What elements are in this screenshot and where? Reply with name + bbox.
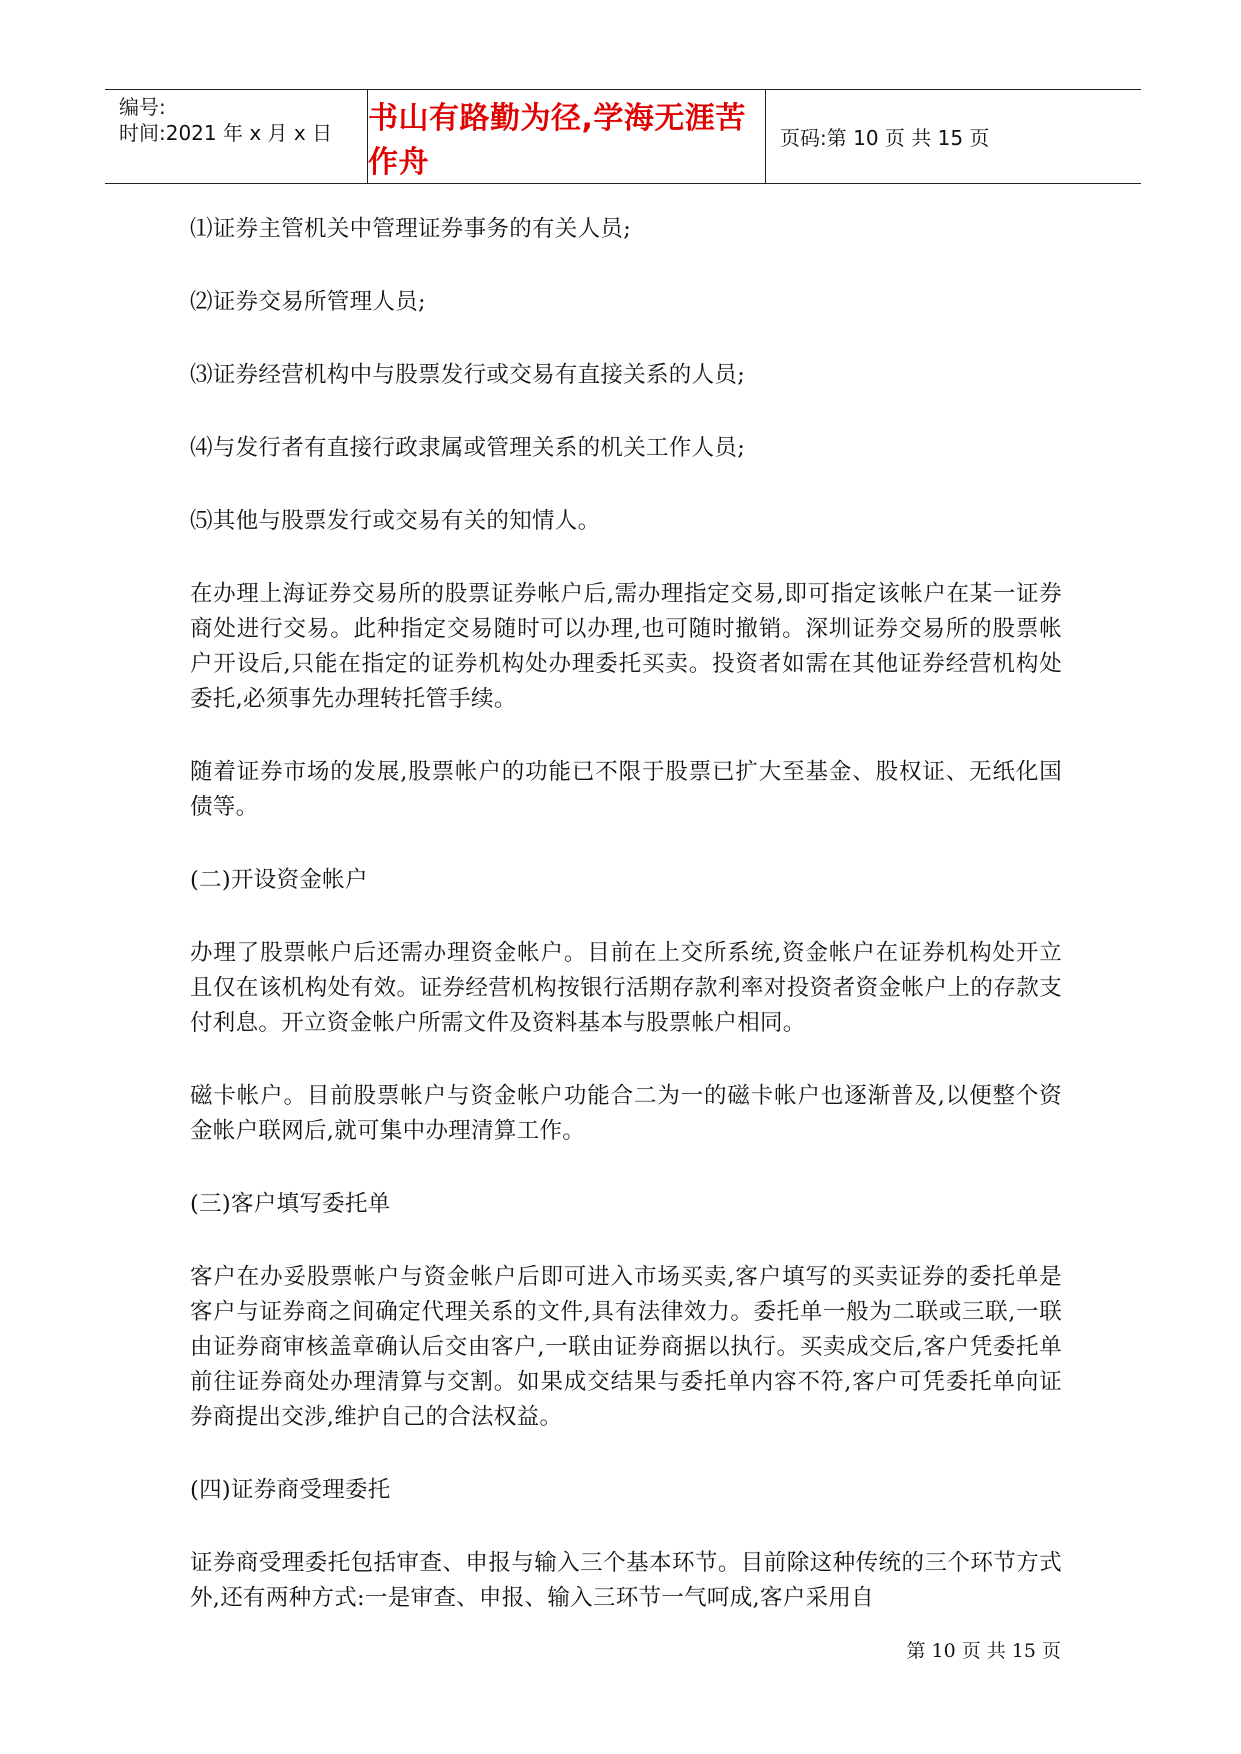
header-right-cell — [766, 90, 1141, 183]
document-body — [190, 212, 1062, 1654]
page-footer: 第 10 页 共 15 页 — [906, 1640, 1061, 1662]
header-left-cell — [105, 90, 368, 183]
paragraph-broker-accept: 证券商受理委托包括审查、申报与输入三个基本环节。目前除这种传统的三个环节方式外,还有两种方式:一是审查、申报、输入三环节一气呵成,客户采用自 — [190, 1550, 1062, 1611]
paragraph-order-form: 客户在办妥股票帐户与资金帐户后即可进入市场买卖,客户填写的买卖证券的委托单是客户与证券商之间确定代理关系的文件,具有法律效力。委托单一般为二联或三联,一联由证券商审核盖章确认后交由客户,一联由证券商据以执行。买卖成交后,客户凭委托单前往证券商处办理清算与交割。如果成交结果与委托单内容不符,客户可凭委托单向证券商提出交涉,维护自己的合法权益。 — [190, 1264, 1062, 1430]
list-item-2: ⑵证券交易所管理人员; — [190, 289, 426, 315]
section-heading-broker-accept: (四)证券商受理委托 — [190, 1477, 391, 1503]
header-middle-cell — [368, 90, 766, 183]
paragraph-designated-trading: 在办理上海证券交易所的股票证券帐户后,需办理指定交易,即可指定该帐户在某一证券商处进行交易。此种指定交易随时可以办理,也可随时撤销。深圳证券交易所的股票帐户开设后,只能在指定的证券机构处办理委托买卖。投资者如需在其他证券经营机构处委托,必须事先办理转托管手续。 — [190, 581, 1062, 712]
paragraph-account-functions: 随着证券市场的发展,股票帐户的功能已不限于股票已扩大至基金、股权证、无纸化国债等。 — [190, 759, 1062, 820]
list-item-4: ⑷与发行者有直接行政隶属或管理关系的机关工作人员; — [190, 435, 746, 461]
page-header — [105, 89, 1141, 184]
header-time-label: 时间:2021 年 x 月 x 日 — [119, 121, 333, 145]
paragraph-magnetic-card: 磁卡帐户。目前股票帐户与资金帐户功能合二为一的磁卡帐户也逐渐普及,以便整个资金帐户联网后,就可集中办理清算工作。 — [190, 1083, 1062, 1144]
paragraph-fund-account: 办理了股票帐户后还需办理资金帐户。目前在上交所系统,资金帐户在证券机构处开立且仅在该机构处有效。证券经营机构按银行活期存款利率对投资者资金帐户上的存款支付利息。开立资金帐户所需文件及资料基本与股票帐户相同。 — [190, 940, 1062, 1036]
list-item-5: ⑸其他与股票发行或交易有关的知情人。 — [190, 508, 601, 534]
header-page-code: 页码:第 10 页 共 15 页 — [780, 126, 990, 150]
header-number-label: 编号: — [119, 95, 166, 119]
section-heading-fund-account: (二)开设资金帐户 — [190, 867, 368, 893]
header-motto: 书山有路勤为径,学海无涯苦作舟 — [368, 100, 746, 180]
list-item-1: ⑴证券主管机关中管理证券事务的有关人员; — [190, 216, 632, 242]
section-heading-order-form: (三)客户填写委托单 — [190, 1191, 391, 1217]
list-item-3: ⑶证券经营机构中与股票发行或交易有直接关系的人员; — [190, 362, 746, 388]
